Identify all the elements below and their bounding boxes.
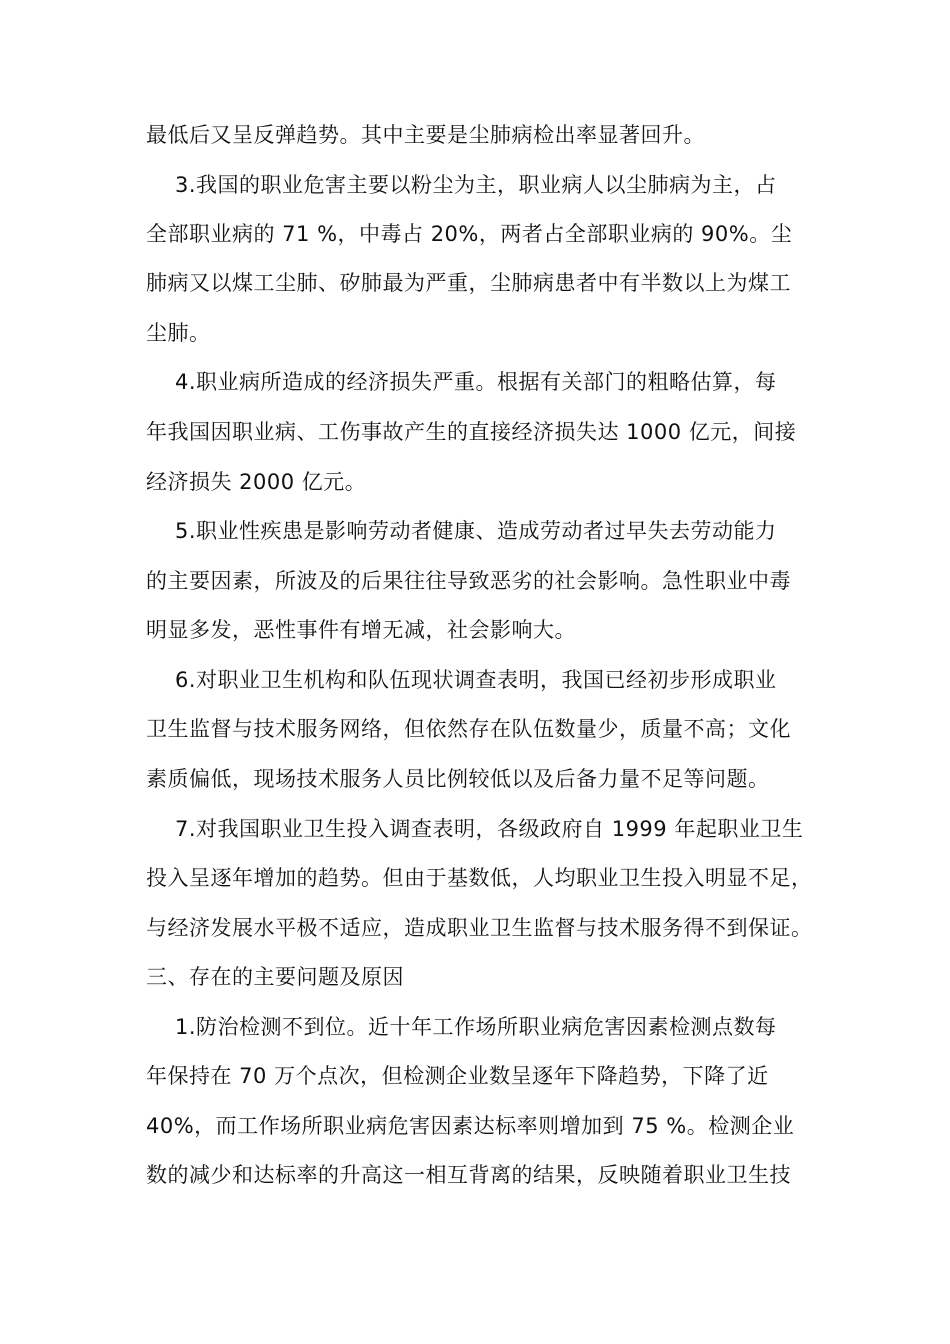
text-line: 6.对职业卫生机构和队伍现状调查表明，我国已经初步形成职业 bbox=[175, 668, 777, 692]
text-line: 的主要因素，所波及的后果往往导致恶劣的社会影响。急性职业中毒 bbox=[146, 569, 791, 593]
section-heading: 三、存在的主要问题及原因 bbox=[146, 965, 404, 989]
text-line: 明显多发，恶性事件有增无减，社会影响大。 bbox=[146, 618, 576, 642]
text-line: 7.对我国职业卫生投入调查表明，各级政府自 1999 年起职业卫生 bbox=[175, 817, 804, 841]
text-line: 4.职业病所造成的经济损失严重。根据有关部门的粗略估算，每 bbox=[175, 370, 777, 394]
text-line: 数的减少和达标率的升高这一相互背离的结果，反映随着职业卫生技 bbox=[146, 1163, 791, 1187]
text-line: 卫生监督与技术服务网络，但依然存在队伍数量少，质量不高；文化 bbox=[146, 717, 791, 741]
text-line: 年保持在 70 万个点次，但检测企业数呈逐年下降趋势，下降了近 bbox=[146, 1064, 769, 1088]
text-line: 素质偏低，现场技术服务人员比例较低以及后备力量不足等问题。 bbox=[146, 767, 770, 791]
text-line: 经济损失 2000 亿元。 bbox=[146, 470, 367, 494]
text-line: 全部职业病的 71 %，中毒占 20%，两者占全部职业病的 90%。尘 bbox=[146, 222, 793, 246]
text-line: 5.职业性疾患是影响劳动者健康、造成劳动者过早失去劳动能力 bbox=[175, 519, 777, 543]
text-line: 与经济发展水平极不适应，造成职业卫生监督与技术服务得不到保证。 bbox=[146, 916, 813, 940]
text-line: 3.我国的职业危害主要以粉尘为主，职业病人以尘肺病为主，占 bbox=[175, 173, 777, 197]
text-line: 40%，而工作场所职业病危害因素达标率则增加到 75 %。检测企业 bbox=[146, 1114, 795, 1138]
text-line: 肺病又以煤工尘肺、矽肺最为严重，尘肺病患者中有半数以上为煤工 bbox=[146, 271, 791, 295]
text-line: 投入呈逐年增加的趋势。但由于基数低，人均职业卫生投入明显不足， bbox=[146, 866, 813, 890]
text-line: 年我国因职业病、工伤事故产生的直接经济损失达 1000 亿元，间接 bbox=[146, 420, 797, 444]
text-line: 1.防治检测不到位。近十年工作场所职业病危害因素检测点数每 bbox=[175, 1015, 777, 1039]
text-line: 尘肺。 bbox=[146, 321, 211, 345]
text-line: 最低后又呈反弹趋势。其中主要是尘肺病检出率显著回升。 bbox=[146, 123, 705, 147]
